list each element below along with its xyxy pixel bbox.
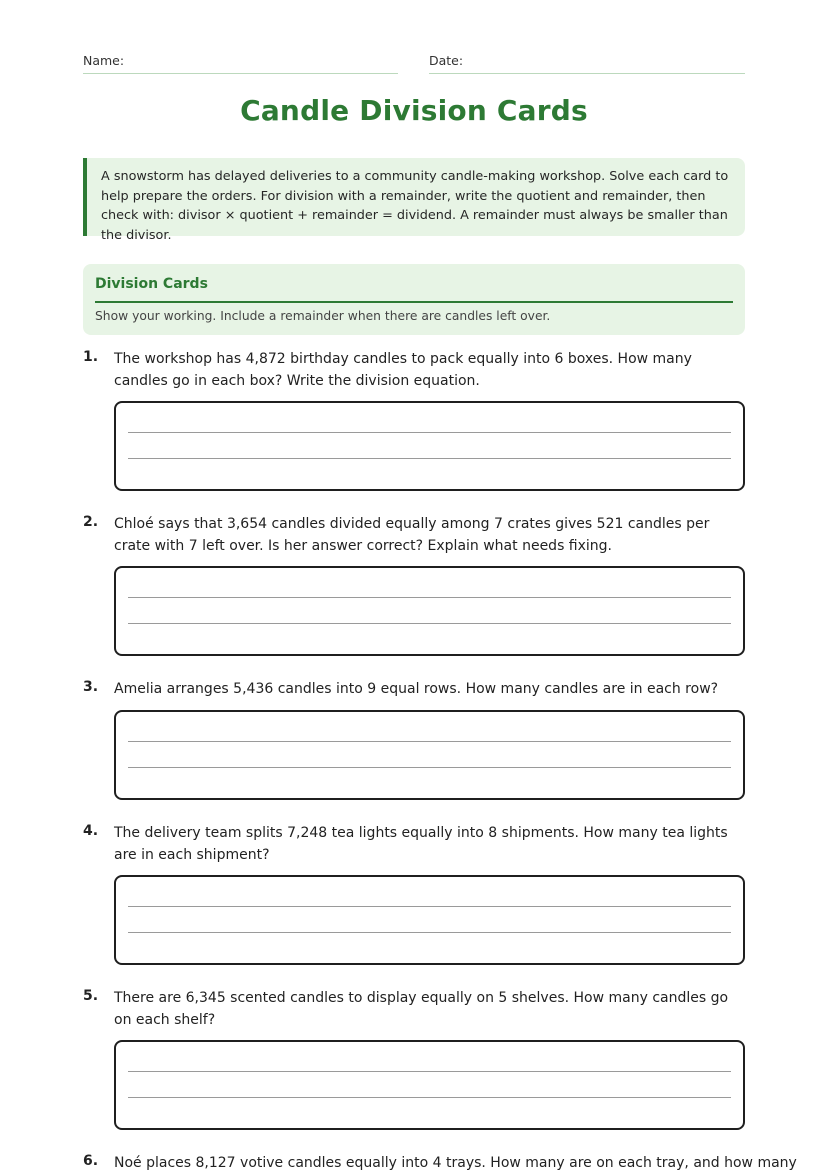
name-field[interactable] — [83, 52, 398, 74]
answer-line — [128, 906, 731, 907]
answer-line — [128, 767, 731, 768]
answer-line — [128, 932, 731, 933]
answer-line — [128, 458, 731, 459]
page-title: Candle Division Cards — [240, 94, 588, 127]
answer-line — [128, 597, 731, 598]
answer-line — [128, 741, 731, 742]
question-number: 2. — [83, 514, 99, 530]
question-number: 1. — [83, 349, 99, 365]
section-header — [83, 264, 745, 335]
name-date-row — [83, 52, 745, 74]
question-number: 4. — [83, 823, 99, 839]
answer-line — [128, 432, 731, 433]
date-label: Date: — [429, 53, 464, 68]
question-text: The workshop has 4,872 birthday candles to pack equally into 6 boxes. How many candles go in each box? Write the division equation. — [114, 351, 692, 389]
question-text: Amelia arranges 5,436 candles into 9 equal rows. How many candles are in each row? — [114, 681, 719, 697]
question-number: 5. — [83, 988, 99, 1004]
answer-box[interactable] — [114, 875, 745, 965]
section-subtitle: Show your working. Include a remainder when there are candles left over. — [95, 309, 551, 323]
question-text: There are 6,345 scented candles to display equally on 5 shelves. How many candles go on each shelf? — [114, 990, 729, 1028]
question-number: 6. — [83, 1153, 99, 1169]
section-divider — [95, 301, 733, 303]
date-field[interactable] — [429, 52, 745, 74]
question-text: The delivery team splits 7,248 tea lights equally into 8 shipments. How many tea lights are in each shipment? — [114, 825, 728, 863]
answer-box[interactable] — [114, 710, 745, 800]
answer-line — [128, 1097, 731, 1098]
section-title: Division Cards — [95, 276, 208, 292]
question-text: Noé places 8,127 votive candles equally into 4 trays. How many are on each tray, and how many — [114, 1155, 797, 1171]
answer-line — [128, 623, 731, 624]
intro-callout: A snowstorm has delayed deliveries to a community candle-making workshop. Solve each card to help prepare the orders. For division with a remainder, write the quotient and remainder, then check with: divisor × quotient + remainder = dividend. A remainder must always be smaller than the divisor. — [83, 158, 745, 236]
name-label: Name: — [83, 53, 125, 68]
answer-box[interactable] — [114, 401, 745, 491]
answer-box[interactable] — [114, 566, 745, 656]
question-number: 3. — [83, 679, 99, 695]
question-text: Chloé says that 3,654 candles divided equally among 7 crates gives 521 candles per crate with 7 left over. Is her answer correct? Explain what needs fixing. — [114, 516, 710, 554]
answer-line — [128, 1071, 731, 1072]
answer-box[interactable] — [114, 1040, 745, 1130]
